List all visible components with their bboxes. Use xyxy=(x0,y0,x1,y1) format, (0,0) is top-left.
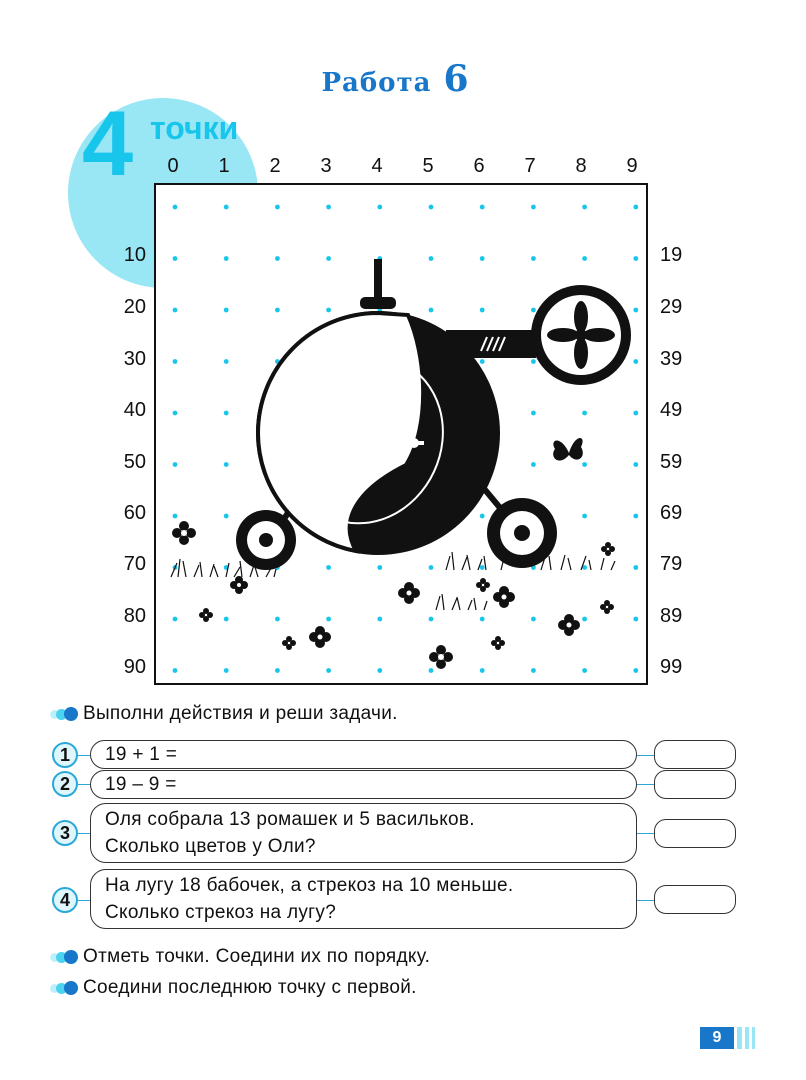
grid-dot[interactable] xyxy=(429,256,434,261)
grid-dot[interactable] xyxy=(633,565,638,570)
grid-dot[interactable] xyxy=(173,308,178,313)
grid-dot[interactable] xyxy=(377,668,382,673)
column-label: 1 xyxy=(218,155,230,177)
grid-dot[interactable] xyxy=(173,359,178,364)
task-1-box xyxy=(90,740,637,769)
column-label: 3 xyxy=(320,155,332,177)
grid-dot[interactable] xyxy=(173,256,178,261)
bullet-dots-icon xyxy=(50,707,75,721)
column-label: 9 xyxy=(626,155,638,177)
instruction-solve xyxy=(50,703,398,725)
row-label-right: 59 xyxy=(660,451,683,473)
grid-dot[interactable] xyxy=(326,256,331,261)
dot-grid xyxy=(154,183,648,685)
grid-dot[interactable] xyxy=(275,308,280,313)
instruction-mark xyxy=(50,946,430,968)
row-label-right: 49 xyxy=(660,399,683,421)
task-2-box xyxy=(90,770,637,799)
row-label-left: 10 xyxy=(123,244,146,266)
grid-dot[interactable] xyxy=(224,514,229,519)
task-2-text: 19 – 9 = xyxy=(105,774,177,795)
column-label: 5 xyxy=(422,155,434,177)
row-label-left: 30 xyxy=(123,348,146,370)
grid-dot[interactable] xyxy=(326,617,331,622)
row-label-left: 70 xyxy=(123,553,146,575)
grid-dot[interactable] xyxy=(582,256,587,261)
grid-dot[interactable] xyxy=(582,411,587,416)
grid-dot[interactable] xyxy=(173,411,178,416)
points-number: 4 xyxy=(82,93,134,195)
row-label-right: 39 xyxy=(660,348,683,370)
task-4-answer-box[interactable] xyxy=(654,885,736,914)
grid-dot[interactable] xyxy=(429,565,434,570)
task-4-line-2: Сколько стрекоз на лугу? xyxy=(105,902,337,923)
grid-dot[interactable] xyxy=(275,617,280,622)
grid-dot[interactable] xyxy=(480,256,485,261)
page-number: 9 xyxy=(700,1027,734,1049)
grid-dot[interactable] xyxy=(633,205,638,210)
task-4-line-1: На лугу 18 бабочек, а стрекоз на 10 меньше. xyxy=(105,875,514,896)
instruction-mark-text: Отметь точки. Соедини их по порядку. xyxy=(83,946,431,967)
grid-dot[interactable] xyxy=(633,256,638,261)
grid-dot[interactable] xyxy=(224,359,229,364)
row-label-right: 19 xyxy=(660,244,683,266)
row-label-right: 69 xyxy=(660,502,683,524)
task-1-answer-box[interactable] xyxy=(654,740,736,769)
grid-dot[interactable] xyxy=(173,514,178,519)
grid-dot[interactable] xyxy=(531,411,536,416)
row-label-left: 40 xyxy=(123,399,146,421)
work-number: 6 xyxy=(443,58,469,100)
column-label: 0 xyxy=(167,155,179,177)
grid-dot[interactable] xyxy=(582,462,587,467)
grid-dot[interactable] xyxy=(633,668,638,673)
grid-dot[interactable] xyxy=(633,462,638,467)
bullet-dots-icon xyxy=(50,950,75,964)
row-label-right: 29 xyxy=(660,296,683,318)
grid-dot[interactable] xyxy=(173,462,178,467)
instruction-connect-text: Соедини последнюю точку с первой. xyxy=(83,977,417,998)
task-4-number: 4 xyxy=(52,887,78,913)
task-3-line-2: Сколько цветов у Оли? xyxy=(105,836,316,857)
work-word: Работа xyxy=(321,68,432,98)
column-label: 6 xyxy=(473,155,485,177)
grid-dot[interactable] xyxy=(173,617,178,622)
grid-dot[interactable] xyxy=(480,514,485,519)
grid-dot[interactable] xyxy=(633,514,638,519)
row-label-left: 80 xyxy=(123,605,146,627)
grid-dot[interactable] xyxy=(275,256,280,261)
grid-dot[interactable] xyxy=(633,359,638,364)
task-3-number: 3 xyxy=(52,820,78,846)
grid-dot[interactable] xyxy=(531,359,536,364)
grid-dot[interactable] xyxy=(480,617,485,622)
grid-dot[interactable] xyxy=(429,668,434,673)
task-3-line-1: Оля собрала 13 ромашек и 5 васильков. xyxy=(105,809,475,830)
grid-dot[interactable] xyxy=(429,617,434,622)
task-2-number: 2 xyxy=(52,771,78,797)
grid-dot[interactable] xyxy=(582,205,587,210)
column-label: 8 xyxy=(575,155,587,177)
grid-dot[interactable] xyxy=(633,617,638,622)
column-label: 2 xyxy=(269,155,281,177)
grid-dot[interactable] xyxy=(531,617,536,622)
row-label-right: 89 xyxy=(660,605,683,627)
task-3-answer-box[interactable] xyxy=(654,819,736,848)
grid-dot[interactable] xyxy=(224,411,229,416)
grid-dot[interactable] xyxy=(480,565,485,570)
grid-dot[interactable] xyxy=(224,308,229,313)
grid-dot[interactable] xyxy=(224,205,229,210)
points-word: точки xyxy=(150,110,239,146)
task-4-box xyxy=(90,869,637,929)
row-label-left: 60 xyxy=(123,502,146,524)
row-label-left: 50 xyxy=(123,451,146,473)
grid-dot[interactable] xyxy=(531,256,536,261)
page-stripe xyxy=(752,1027,755,1049)
grid-dot[interactable] xyxy=(224,462,229,467)
grid-dot[interactable] xyxy=(275,205,280,210)
column-label: 7 xyxy=(524,155,536,177)
row-label-left: 20 xyxy=(123,296,146,318)
grid-dot[interactable] xyxy=(480,308,485,313)
grid-dot[interactable] xyxy=(480,668,485,673)
grid-dot[interactable] xyxy=(480,205,485,210)
grid-dot[interactable] xyxy=(429,308,434,313)
grid-dot[interactable] xyxy=(377,565,382,570)
grid-dot[interactable] xyxy=(173,205,178,210)
bullet-dots-icon xyxy=(50,981,75,995)
grid-dot[interactable] xyxy=(633,308,638,313)
page-stripe xyxy=(737,1027,742,1049)
grid-dot[interactable] xyxy=(224,256,229,261)
grid-dot[interactable] xyxy=(326,668,331,673)
helicopter-picture xyxy=(156,185,648,685)
grid-dot[interactable] xyxy=(326,565,331,570)
grid-dot[interactable] xyxy=(582,617,587,622)
grid-dot[interactable] xyxy=(582,668,587,673)
grid-dot[interactable] xyxy=(480,359,485,364)
grid-dot[interactable] xyxy=(173,668,178,673)
instruction-solve-text: Выполни действия и реши задачи. xyxy=(83,703,398,724)
task-2-answer-box[interactable] xyxy=(654,770,736,799)
grid-dot[interactable] xyxy=(377,617,382,622)
task-1-number: 1 xyxy=(52,742,78,768)
grid-dot[interactable] xyxy=(377,205,382,210)
grid-dot[interactable] xyxy=(531,308,536,313)
task-3-box xyxy=(90,803,637,863)
grid-dot[interactable] xyxy=(326,205,331,210)
row-label-left: 90 xyxy=(123,656,146,678)
task-1-text: 19 + 1 = xyxy=(105,744,178,765)
column-label: 4 xyxy=(371,155,383,177)
row-label-right: 99 xyxy=(660,656,683,678)
butterfly xyxy=(553,438,583,461)
grid-dot[interactable] xyxy=(633,411,638,416)
grid-dot[interactable] xyxy=(224,668,229,673)
grid-dot[interactable] xyxy=(531,205,536,210)
grid-dot[interactable] xyxy=(326,308,331,313)
grid-dot[interactable] xyxy=(531,462,536,467)
grid-dot[interactable] xyxy=(582,514,587,519)
grid-dot[interactable] xyxy=(275,668,280,673)
page-stripe xyxy=(745,1027,749,1049)
grid-dot[interactable] xyxy=(531,668,536,673)
grid-dot[interactable] xyxy=(429,205,434,210)
row-label-right: 79 xyxy=(660,553,683,575)
grid-dot[interactable] xyxy=(224,617,229,622)
instruction-connect xyxy=(50,977,417,999)
